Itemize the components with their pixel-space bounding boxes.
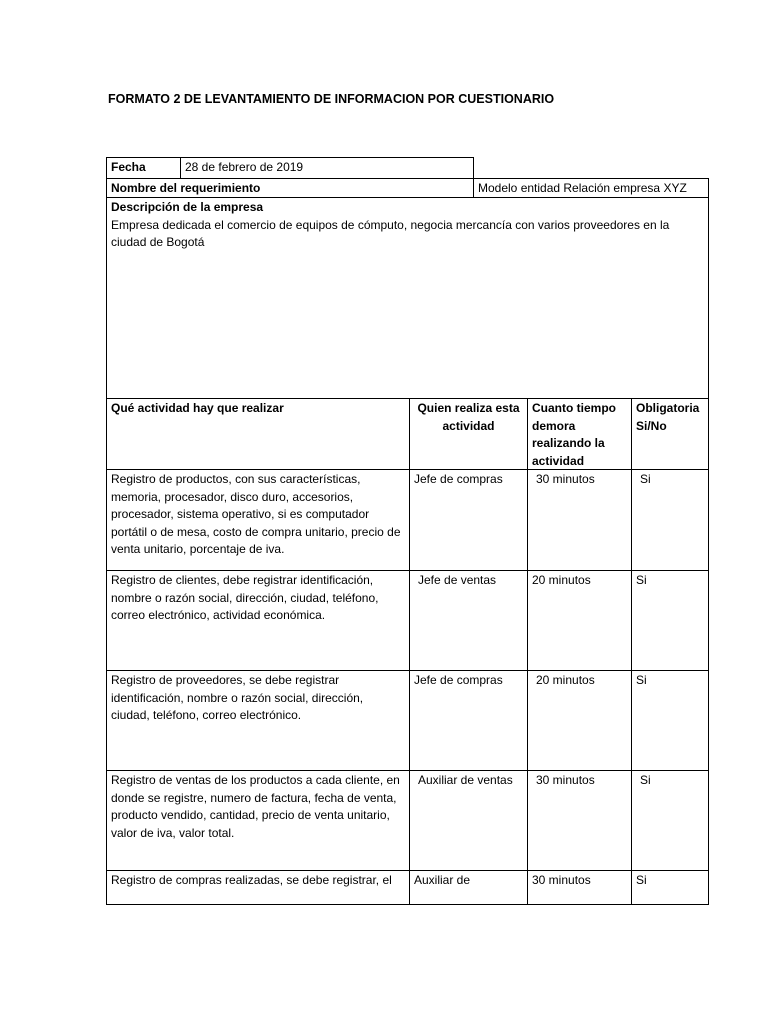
requerimiento-label: Nombre del requerimiento xyxy=(106,178,474,198)
table-row-tiempo: 30 minutos xyxy=(527,469,632,571)
column-header-tiempo: Cuanto tiempo demora realizando la actividad xyxy=(527,398,632,470)
requerimiento-value: Modelo entidad Relación empresa XYZ xyxy=(473,178,709,198)
table-row-obligatoria: Si xyxy=(631,670,709,771)
column-header-quien: Quien realiza esta actividad xyxy=(409,398,528,470)
fecha-value: 28 de febrero de 2019 xyxy=(180,157,474,179)
table-row-actividad: Registro de clientes, debe registrar identificación, nombre o razón social, dirección, ciudad, teléfono, correo electrónico, actividad económica. xyxy=(106,570,410,671)
table-row-actividad: Registro de ventas de los productos a cada cliente, en donde se registre, numero de factura, fecha de venta, producto vendido, cantidad, precio de venta unitario, valor de iva, valor total. xyxy=(106,770,410,871)
table-row-actividad: Registro de proveedores, se debe registrar identificación, nombre o razón social, dirección, ciudad, teléfono, correo electrónico. xyxy=(106,670,410,771)
table-row-tiempo: 30 minutos xyxy=(527,870,632,905)
table-row-quien: Jefe de compras xyxy=(409,670,528,771)
table-row-quien: Auxiliar de ventas xyxy=(409,770,528,871)
column-header-actividad: Qué actividad hay que realizar xyxy=(106,398,410,470)
column-header-obligatoria: Obligatoria Si/No xyxy=(631,398,709,470)
descripcion-cell xyxy=(106,197,709,399)
table-row-quien: Jefe de compras xyxy=(409,469,528,571)
table-row-obligatoria: Si xyxy=(631,570,709,671)
descripcion-label: Descripción de la empresa xyxy=(111,200,264,214)
table-row-tiempo: 20 minutos xyxy=(527,570,632,671)
table-row-tiempo: 20 minutos xyxy=(527,670,632,771)
table-row-tiempo: 30 minutos xyxy=(527,770,632,871)
document-title: FORMATO 2 DE LEVANTAMIENTO DE INFORMACION POR CUESTIONARIO xyxy=(108,92,555,106)
table-row-obligatoria: Si xyxy=(631,469,709,571)
fecha-label: Fecha xyxy=(106,157,181,179)
table-row-actividad: Registro de productos, con sus características, memoria, procesador, disco duro, accesorios, procesador, sistema operativo, si es computador portátil o de mesa, costo de compra unitario, precio de venta unitario, porcentaje de iva. xyxy=(106,469,410,571)
table-row-obligatoria: Si xyxy=(631,770,709,871)
descripcion-value: Empresa dedicada el comercio de equipos de cómputo, negocia mercancía con varios proveedores en la ciudad de Bogotá xyxy=(111,217,670,249)
table-row-obligatoria: Si xyxy=(631,870,709,905)
table-row-quien: Jefe de ventas xyxy=(409,570,528,671)
table-row-actividad: Registro de compras realizadas, se debe registrar, el xyxy=(106,870,410,905)
table-row-quien: Auxiliar de xyxy=(409,870,528,905)
